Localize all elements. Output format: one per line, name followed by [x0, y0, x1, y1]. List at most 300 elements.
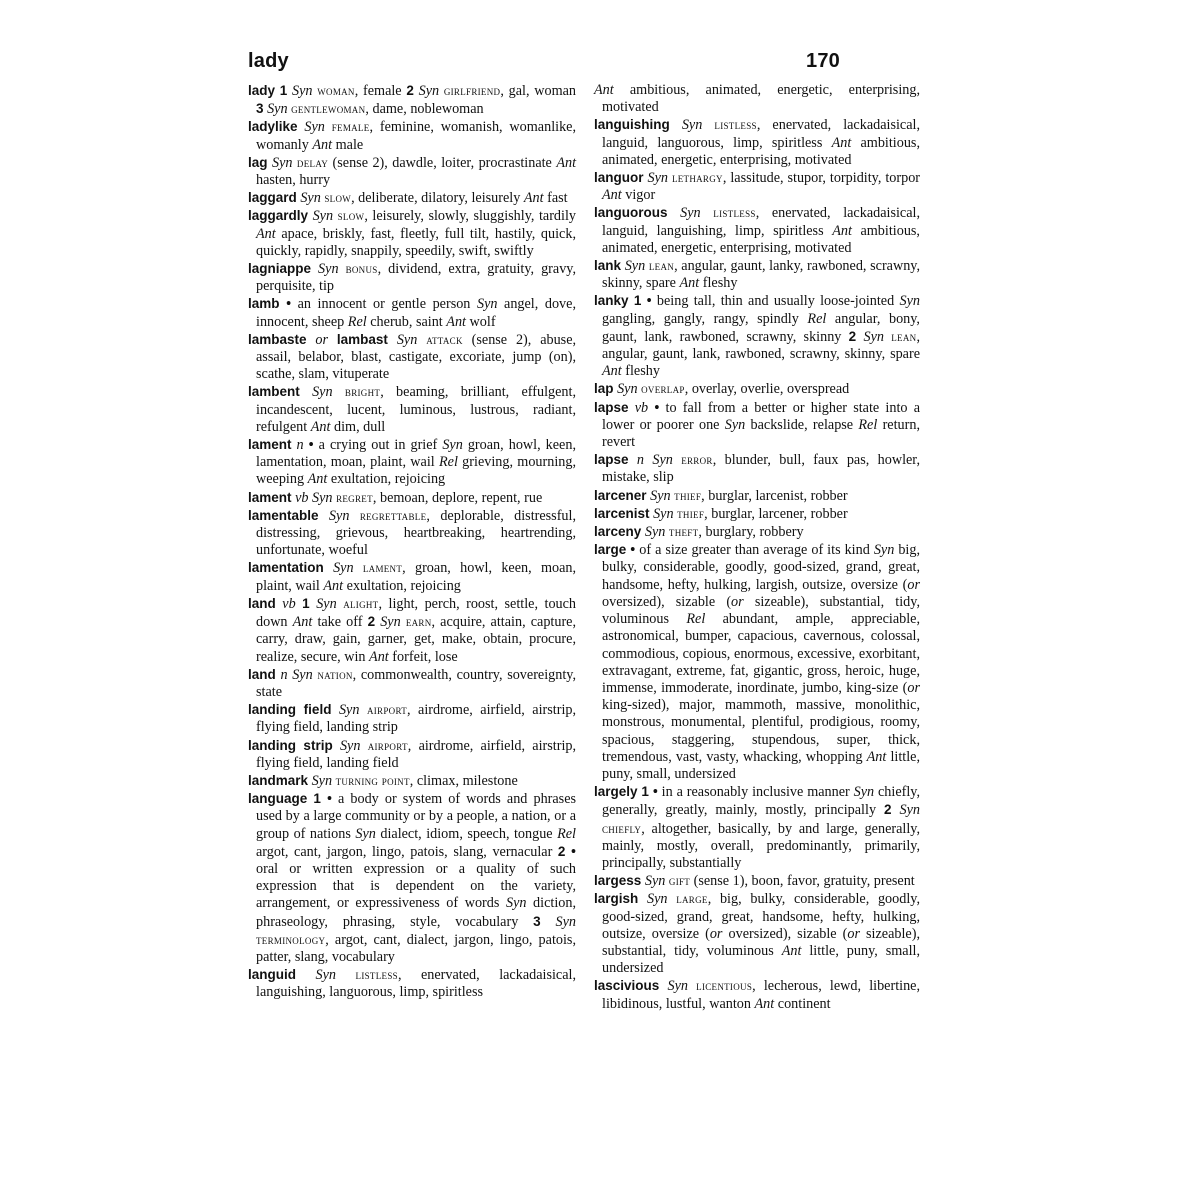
dictionary-entry: [248, 790, 576, 966]
headword: landing field: [248, 702, 332, 718]
definition-bullet: •: [630, 542, 636, 559]
cross-reference: delay: [296, 154, 329, 170]
cross-reference: thief: [674, 487, 702, 503]
dictionary-entry: [594, 783, 920, 872]
entry-text: [892, 802, 900, 818]
dictionary-entry: [248, 595, 576, 666]
usage-label: Rel: [439, 454, 458, 471]
entry-text: [359, 702, 367, 718]
usage-label: Ant: [556, 154, 577, 171]
cross-reference: turning point: [335, 772, 410, 788]
usage-label: Syn: [644, 524, 666, 541]
sense-number: 1: [279, 83, 288, 98]
dictionary-entry: [594, 204, 920, 257]
cross-reference: attack: [426, 331, 463, 347]
headword: lanky: [594, 293, 629, 309]
headword: largess: [594, 873, 642, 889]
usage-label: Syn: [300, 190, 321, 207]
headword: laggardly: [248, 208, 309, 224]
sense-number: 1: [302, 595, 310, 611]
usage-label: Ant: [781, 942, 802, 959]
cross-reference: woman: [317, 83, 355, 98]
entry-text: angel, dove, innocent, sheep: [256, 296, 576, 330]
entry-text: [311, 261, 318, 277]
cross-reference: female: [331, 119, 370, 135]
entry-text: [325, 119, 332, 135]
usage-label: Syn: [355, 825, 376, 842]
cross-reference: overlap: [641, 381, 685, 397]
entry-text: groan, howl, keen, lamentation, moan, plaint, wail: [256, 437, 576, 471]
usage-label: Syn: [267, 101, 288, 118]
entry-text: [324, 560, 333, 576]
dictionary-entry: [248, 331, 576, 384]
usage-label: Syn: [680, 205, 701, 222]
entry-text: [333, 384, 345, 400]
dictionary-entry: [594, 257, 920, 292]
headword: lank: [594, 258, 622, 274]
dictionary-entry: [248, 507, 576, 560]
entry-text: king-sized), major, mammoth, massive, monolithic, monstrous, monumental, plentiful, prodigious, roomy, spacious, staggering, stupendous, super, thick, tremendous, vast, vasty, whacking, whopping: [602, 697, 920, 765]
usage-label: Syn: [646, 891, 668, 908]
entry-text: , bemoan, deplore, repent, rue: [372, 489, 543, 506]
headword: languorous: [594, 205, 668, 221]
headword: landing strip: [248, 737, 333, 753]
cross-reference: error: [681, 452, 713, 468]
usage-label: vb: [634, 399, 649, 416]
entry-text: , acquire, attain, capture, carry, draw, gain, garner, get, make, obtain, procure, realize, secure, win: [256, 614, 577, 665]
usage-label: Ant: [323, 577, 344, 594]
entry-text: little, puny, small, undersized: [602, 748, 920, 782]
cross-reference: regrettable: [359, 507, 427, 523]
cross-reference: airport: [366, 702, 408, 718]
cross-reference: girlfriend: [443, 83, 501, 98]
sense-number: 2: [884, 802, 892, 818]
usage-label: Ant: [602, 187, 622, 204]
entry-text: , groan, howl, keen, moan, plaint, wail: [256, 560, 577, 594]
dictionary-entry: [248, 154, 576, 189]
entry-text: dim, dull: [330, 418, 386, 435]
cross-reference: listless: [355, 967, 398, 983]
entry-text: , angular, gaunt, lanky, rawboned, scrawny, skinny, spare: [602, 258, 921, 292]
sense-number: 2: [557, 843, 566, 859]
definition-bullet: •: [571, 843, 577, 860]
cross-reference: thief: [677, 505, 705, 521]
dictionary-entry: [594, 380, 920, 398]
usage-label: Syn: [292, 83, 313, 99]
entry-text: [333, 738, 340, 754]
entry-text: [319, 508, 329, 524]
entry-text: [296, 967, 316, 983]
headword: lapse: [594, 452, 629, 468]
definition-bullet: •: [326, 791, 332, 808]
entry-text: , overlay, overlie, overspread: [684, 381, 850, 398]
entry-text: , airdrome, airfield, airstrip, flying field, landing field: [256, 737, 577, 771]
dictionary-entry: [594, 82, 920, 116]
left-column: [248, 82, 576, 1002]
usage-label: Ant: [292, 614, 313, 631]
usage-label: Syn: [724, 416, 746, 433]
usage-label: Syn: [555, 913, 577, 930]
headword: larceny: [594, 524, 642, 540]
usage-label: Syn: [667, 978, 688, 995]
entry-text: an innocent or gentle person: [291, 296, 477, 313]
entry-text: , big, bulky, considerable, goodly, good-sized, grand, great, handsome, hefty, hulking, outsize, oversize (: [602, 891, 920, 942]
entry-text: apace, briskly, fast, fleetly, full tilt, hastily, quick, quickly, rapidly, snappily, speedily, swift, swiftly: [256, 225, 576, 259]
usage-label: Syn: [652, 452, 673, 469]
cross-reference: lethargy: [671, 170, 723, 186]
entry-text: male: [332, 136, 364, 153]
cross-reference: airport: [367, 737, 408, 753]
headword: lambent: [248, 384, 300, 400]
entry-text: exultation, rejoicing: [327, 471, 446, 488]
usage-label: Ant: [312, 136, 333, 153]
usage-label: n: [636, 452, 644, 469]
headword: lapse: [594, 399, 629, 415]
entry-text: to fall from a better or higher state into a lower or poorer one: [602, 399, 921, 433]
entry-text: wolf: [466, 313, 496, 330]
usage-label: Syn: [899, 293, 920, 310]
headword: large: [594, 542, 627, 558]
definition-bullet: •: [652, 784, 658, 801]
headword: lament: [248, 489, 292, 505]
cross-reference: gift: [668, 873, 691, 889]
usage-label: Syn: [312, 489, 333, 506]
headword: lady: [248, 83, 276, 98]
cross-reference: lean: [891, 328, 917, 344]
usage-label: Syn: [853, 784, 875, 801]
cross-reference: theft: [668, 524, 699, 540]
headword: lamb: [248, 296, 280, 312]
usage-label: Ant: [754, 995, 775, 1012]
entry-text: , dividend, extra, gratuity, gravy, perquisite, tip: [256, 261, 577, 295]
dictionary-entry: [594, 292, 920, 380]
usage-label: or: [907, 679, 920, 696]
dictionary-entry: [248, 82, 576, 118]
entry-text: , light, perch, roost, settle, touch down: [256, 595, 577, 631]
dictionary-entry: [248, 489, 576, 507]
usage-label: Syn: [333, 560, 354, 577]
entry-text: , lassitude, stupor, torpidity, torpor: [722, 170, 921, 187]
headword: languor: [594, 170, 644, 186]
entry-text: , altogether, basically, by and large, generally, mainly, mostly, overall, predominantly, primarily, principally, substantially: [602, 820, 920, 871]
entry-text: forfeit, lose: [388, 648, 458, 665]
usage-label: Syn: [380, 614, 401, 631]
usage-label: Ant: [679, 275, 700, 292]
entry-text: ambitious, animated, energetic, enterprising, motivated: [602, 134, 921, 168]
usage-label: Syn: [873, 542, 895, 559]
dictionary-entry: [594, 505, 920, 523]
usage-label: Syn: [418, 83, 440, 99]
cross-reference: slow: [324, 190, 352, 206]
page-number: 170: [806, 50, 840, 72]
usage-label: Syn: [312, 208, 334, 225]
sense-number: 1: [313, 791, 321, 807]
cross-reference: lament: [362, 560, 403, 576]
usage-label: Syn: [339, 737, 361, 754]
entry-text: [673, 452, 681, 468]
usage-label: Syn: [316, 595, 337, 612]
usage-label: n: [296, 437, 304, 454]
usage-label: Syn: [271, 154, 293, 171]
usage-label: Ant: [256, 225, 276, 242]
entry-text: [541, 914, 556, 930]
dictionary-entry: [594, 399, 920, 452]
entry-text: [688, 978, 696, 994]
cross-reference: listless: [713, 205, 756, 221]
usage-label: Syn: [644, 873, 666, 890]
usage-label: Syn: [318, 261, 339, 278]
entry-text: , blunder, bull, faux pas, howler, mistake, slip: [602, 452, 921, 486]
dictionary-entry: [594, 872, 920, 890]
usage-label: vb: [295, 489, 309, 506]
entry-text: fast: [543, 190, 568, 207]
entry-text: [417, 332, 426, 348]
sense-number: 2: [848, 328, 857, 344]
entry-text: , dame, noblewoman: [365, 101, 484, 118]
sense-number: 3: [256, 101, 264, 117]
entry-text: [328, 332, 337, 348]
entry-text: a body or system of words and phrases used by a large community or by a people, a nation, or a group of nations: [256, 791, 577, 842]
definition-bullet: •: [646, 293, 652, 310]
headword: larcenist: [594, 505, 650, 521]
entry-text: , lecherous, lewd, libertine, libidinous, lustful, wanton: [602, 978, 921, 1012]
usage-label: Ant: [310, 418, 331, 435]
dictionary-entry: [248, 118, 576, 153]
usage-label: Syn: [292, 666, 313, 683]
entry-text: [360, 738, 367, 754]
entry-text: , beaming, brilliant, effulgent, incandescent, lucent, luminous, lustrous, radiant, refulgent: [256, 384, 577, 435]
usage-label: Ant: [832, 222, 852, 239]
dictionary-entry: [248, 436, 576, 489]
entry-text: , enervated, lackadaisical, languid, languorous, limp, spiritless: [602, 117, 920, 151]
dictionary-entry: [248, 189, 576, 207]
usage-label: Ant: [446, 313, 466, 330]
headword: lascivious: [594, 978, 660, 994]
headword: largely: [594, 784, 638, 800]
dictionary-entry: [594, 116, 920, 169]
headword: lament: [248, 437, 292, 453]
usage-label: Rel: [347, 313, 367, 330]
headword: lambaste: [248, 331, 307, 347]
headword: lamentable: [248, 507, 319, 523]
dictionary-entry: [594, 523, 920, 541]
usage-label: Syn: [328, 507, 350, 524]
usage-label: Syn: [442, 437, 463, 454]
usage-label: Rel: [807, 310, 827, 327]
usage-label: Syn: [338, 702, 360, 719]
entry-text: argot, cant, jargon, lingo, patois, slang, vernacular: [256, 843, 558, 860]
sense-number: 2: [367, 614, 376, 630]
cross-reference: lean: [648, 258, 675, 274]
headword: lagniappe: [248, 261, 312, 277]
dictionary-entry: [594, 541, 920, 783]
entry-text: being tall, thin and usually loose-jointed: [651, 293, 900, 310]
entry-text: little, puny, small, undersized: [602, 942, 921, 977]
headword: land: [248, 666, 276, 682]
definition-bullet: •: [308, 437, 314, 454]
entry-text: [667, 891, 676, 907]
entry-text: gangling, gangly, rangy, spindly: [602, 310, 808, 327]
entry-text: , enervated, lackadaisical, languishing, languorous, limp, spiritless: [256, 967, 576, 1001]
usage-label: Rel: [858, 416, 878, 433]
usage-label: vb: [282, 595, 296, 612]
usage-label: Ant: [594, 82, 614, 98]
entry-text: [354, 560, 363, 576]
entry-text: [388, 332, 397, 348]
usage-label: Rel: [686, 611, 706, 628]
entry-text: , airdrome, airfield, airstrip, flying field, landing strip: [256, 702, 577, 736]
definition-bullet: •: [286, 296, 292, 313]
dictionary-entry: [594, 487, 920, 505]
usage-label: Syn: [505, 895, 527, 912]
cross-reference: chiefly: [602, 820, 642, 836]
entry-text: , gal, woman: [500, 83, 576, 99]
entry-text: , commonwealth, country, sovereignty, state: [256, 666, 577, 700]
usage-label: Syn: [650, 487, 671, 504]
cross-reference: licentious: [696, 978, 753, 994]
entry-text: hasten, hurry: [256, 172, 331, 189]
cross-reference: listless: [714, 117, 757, 133]
usage-label: Syn: [311, 772, 333, 789]
entry-text: [702, 117, 714, 133]
usage-label: Syn: [647, 170, 668, 187]
entry-text: return, revert: [602, 416, 920, 451]
entry-text: , burglar, larcener, robber: [704, 505, 848, 522]
entry-text: , deliberate, dilatory, leisurely: [351, 190, 524, 207]
entry-text: diction, phraseology, phrasing, style, vocabulary: [256, 895, 576, 930]
entry-text: , angular, gaunt, lank, rawboned, scrawny, skinny, spare: [602, 328, 920, 363]
usage-label: or: [731, 593, 744, 610]
entry-text: continent: [774, 995, 831, 1012]
entry-text: (sense 2), abuse, assail, belabor, blast, castigate, excoriate, jump (on), scathe, slam, vituperate: [256, 331, 577, 383]
usage-label: Syn: [617, 381, 638, 398]
usage-label: Syn: [863, 328, 884, 345]
entry-text: (sense 2), dawdle, loiter, procrastinate: [328, 154, 557, 171]
dictionary-entry: [248, 559, 576, 594]
headword: lag: [248, 154, 268, 170]
cross-reference: nation: [317, 666, 353, 682]
cross-reference: bonus: [345, 261, 378, 277]
entry-text: take off: [312, 614, 368, 631]
entry-text: fleshy: [699, 275, 738, 292]
entry-text: abundant, ample, appreciable, astronomical, bumper, capacious, cavernous, colossal, commodious, copious, enormous, excessive, exorbitant, extravagant, extreme, fat, gigantic, gross, heroic, huge, immense, immoderate, inordinate, jumbo, king-size (: [602, 611, 920, 696]
cross-reference: earn: [405, 614, 432, 630]
entry-text: exultation, rejoicing: [343, 577, 461, 594]
entry-text: in a reasonably inclusive manner: [657, 784, 854, 801]
entry-text: , climax, milestone: [409, 772, 518, 789]
headword: largish: [594, 891, 639, 907]
sense-number: 1: [633, 293, 642, 309]
entry-text: [336, 967, 356, 983]
entry-text: angular, bony, gaunt, lank, rawboned, scrawny, skinny: [602, 310, 920, 345]
headword: laggard: [248, 190, 297, 206]
usage-label: Rel: [557, 825, 576, 842]
headword: landmark: [248, 772, 309, 788]
usage-label: Syn: [653, 505, 674, 522]
entry-text: [331, 702, 339, 718]
usage-label: Ant: [602, 363, 622, 380]
usage-label: or: [315, 331, 329, 348]
usage-label: Ant: [523, 190, 544, 207]
entry-text: ambitious, animated, energetic, enterprising, motivated: [602, 222, 920, 256]
cross-reference: gentlewoman: [291, 101, 366, 117]
entry-text: sizeable), substantial, tidy, voluminous: [602, 925, 920, 959]
headword: lap: [594, 381, 614, 397]
entry-text: [349, 508, 359, 524]
sense-number: 2: [406, 83, 414, 98]
usage-label: Ant: [369, 648, 389, 665]
entry-text: [668, 205, 681, 221]
entry-text: ambitious, animated, energetic, enterprising, motivated: [602, 82, 920, 116]
entry-text: chiefly, generally, greatly, mainly, mostly, principally: [602, 784, 921, 819]
headword: languishing: [594, 117, 670, 133]
entry-text: dialect, idiom, speech, tongue: [375, 825, 558, 842]
entry-text: , feminine, womanish, womanlike, womanly: [256, 119, 577, 153]
dictionary-entry: [248, 966, 576, 1001]
entry-text: oversized), sizable (: [722, 925, 848, 942]
entry-text: , burglary, robbery: [698, 524, 804, 541]
dictionary-entry: [248, 772, 576, 790]
entry-text: [300, 384, 312, 400]
cross-reference: bright: [344, 384, 381, 400]
headword: languid: [248, 967, 296, 983]
entry-text: , enervated, lackadaisical, languid, languishing, limp, spiritless: [602, 205, 920, 239]
entry-text: [629, 452, 637, 468]
running-head: [248, 50, 840, 73]
entry-text: of a size greater than average of its kind: [635, 542, 874, 559]
dictionary-entry: [594, 890, 920, 977]
usage-label: Syn: [304, 119, 325, 136]
entry-text: (sense 1), boon, favor, gratuity, present: [690, 873, 915, 890]
usage-label: or: [709, 925, 723, 942]
usage-label: n: [280, 666, 288, 683]
entry-text: grieving, mourning, weeping: [256, 454, 577, 488]
usage-label: Ant: [831, 134, 852, 151]
entry-text: [638, 891, 647, 907]
guide-word: lady: [248, 50, 289, 72]
entry-text: sizeable), substantial, tidy, voluminous: [602, 593, 920, 628]
dictionary-entry: [594, 169, 920, 204]
usage-label: Syn: [681, 117, 703, 134]
headword: lambast: [336, 331, 388, 347]
usage-label: Syn: [476, 296, 498, 313]
dictionary-entry: [248, 207, 576, 260]
definition-bullet: •: [654, 399, 660, 416]
headword: larcener: [594, 487, 647, 503]
usage-label: or: [907, 576, 920, 593]
dictionary-entry: [248, 295, 576, 330]
entry-text: a crying out in grief: [313, 437, 443, 454]
entry-text: , leisurely, slowly, sluggishly, tardily: [364, 208, 576, 225]
usage-label: Syn: [624, 258, 646, 275]
entry-text: oversized), sizable (: [602, 593, 732, 610]
entry-text: big, bulky, considerable, goodly, good-sized, grand, great, handsome, hefty, hulking, largish, outsize, oversize (: [602, 542, 921, 593]
entry-text: [701, 205, 714, 221]
entry-text: , female: [354, 83, 407, 99]
headword: land: [248, 595, 276, 611]
usage-label: Ant: [307, 471, 328, 488]
usage-label: Syn: [315, 967, 337, 984]
right-column: [594, 82, 920, 1013]
usage-label: Syn: [312, 384, 333, 401]
cross-reference: terminology: [256, 931, 326, 947]
dictionary-entry: [248, 701, 576, 736]
dictionary-entry: [248, 260, 576, 295]
cross-reference: slow: [337, 208, 365, 224]
usage-label: Syn: [899, 802, 920, 819]
entry-text: [339, 261, 346, 277]
entry-text: vigor: [621, 187, 656, 204]
